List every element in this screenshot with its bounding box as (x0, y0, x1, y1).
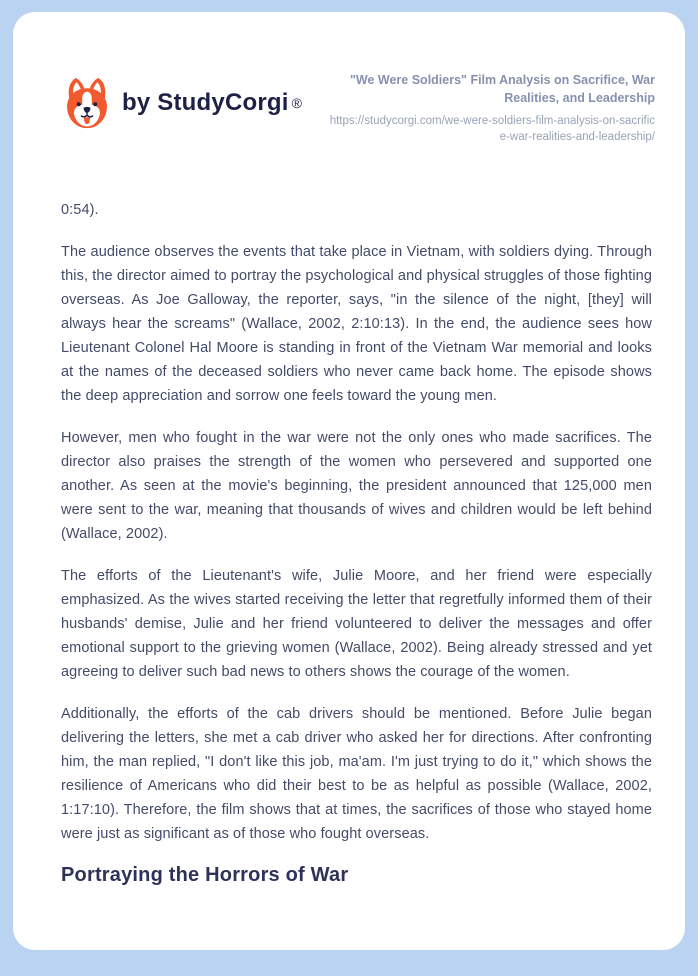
brand-logo (61, 74, 302, 132)
document-body (61, 198, 655, 887)
section-heading: Portraying the Horrors of War (61, 863, 349, 886)
document-header (61, 70, 655, 146)
document-card (13, 12, 685, 950)
paragraph-fragment: 0:54). (61, 201, 99, 218)
document-meta (325, 70, 655, 146)
paragraph-4: Additionally, the efforts of the cab drivers should be mentioned. Before Julie began delivering the letters, she met a cab driver who asked her for directions. After confronting him, the man replied, "I don't like this job, ma'am. I'm just trying to do it," which shows the resilience of Americans who did their best to be as helpful as possible (Wallace, 2002, 1:17:10). Therefore, the film shows that at times, the sacrifices of those who stayed home were just as significant as of those who fought overseas. (61, 705, 652, 842)
corgi-logo-icon (61, 74, 113, 132)
paragraph-3: The efforts of the Lieutenant's wife, Julie Moore, and her friend were especially emphasized. As the wives started receiving the letter that regretfully informed them of their husbands' demise, Julie and her friend volunteered to deliver the messages and offer emotional support to the grieving women (Wallace, 2002). Being already stressed and yet agreeing to deliver such bad news to others shows the courage of the women. (61, 567, 652, 680)
paragraph-2: However, men who fought in the war were not the only ones who made sacrifices. The director also praises the strength of the women who persevered and supported one another. As seen at the movie's beginning, the president announced that 125,000 men were sent to the war, meaning that thousands of wives and children would be left behind (Wallace, 2002). (61, 429, 652, 542)
paragraph-1: The audience observes the events that take place in Vietnam, with soldiers dying. Through this, the director aimed to portray the psychological and physical struggles of those fighting overseas. As Joe Galloway, the reporter, says, "in the silence of the night, [they] will always hear the screams" (Wallace, 2002, 2:10:13). In the end, the audience sees how Lieutenant Colonel Hal Moore is standing in front of the Vietnam War memorial and looks at the names of the deceased soldiers who never came back home. The episode shows the deep appreciation and sorrow one feels toward the young men. (61, 243, 652, 404)
registered-trademark-icon: ® (291, 95, 302, 111)
brand-name: by StudyCorgi (122, 89, 289, 116)
document-title: "We Were Soldiers" Film Analysis on Sacrifice, War Realities, and Leadership (349, 73, 655, 105)
document-url: https://studycorgi.com/we-were-soldiers-film-analysis-on-sacrifice-war-realities-and-leadership/ (329, 114, 655, 144)
